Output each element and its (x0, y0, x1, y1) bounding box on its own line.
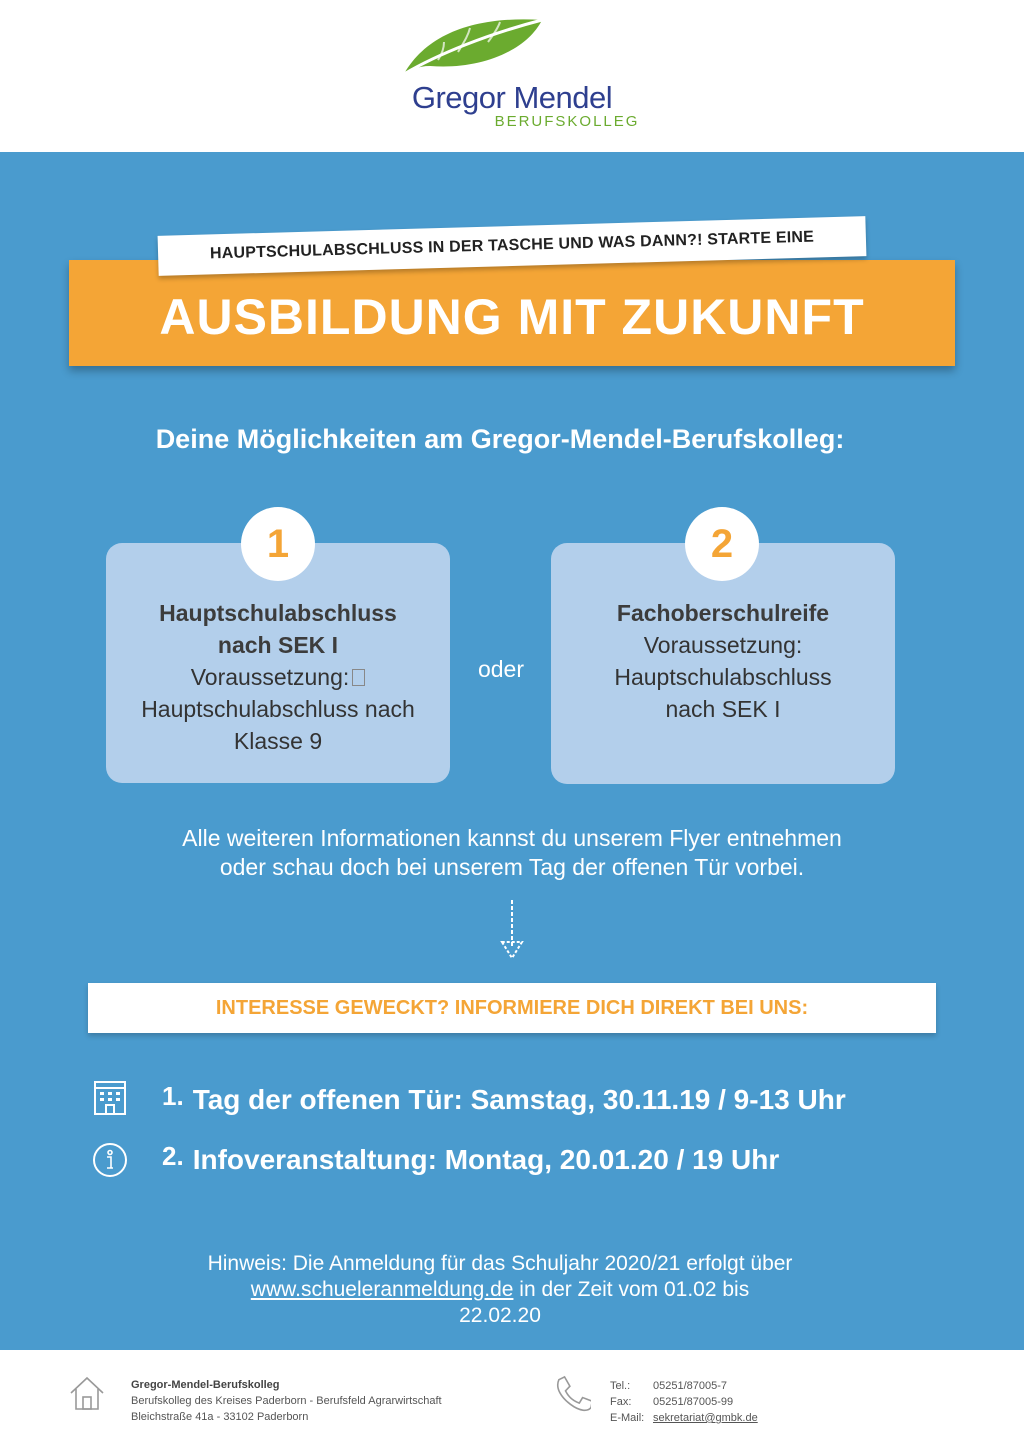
section-heading: Deine Möglichkeiten am Gregor-Mendel-Berufskolleg: (155, 424, 845, 454)
header (0, 0, 1024, 152)
option-2-title: Fachoberschulreife (616, 600, 830, 626)
separator-oder: oder (477, 656, 525, 682)
option-1-req-line2: Klasse 9 (233, 728, 323, 754)
info-icon (92, 1142, 128, 1178)
event-2-text: Infoveranstaltung: Montag, 20.01.20 / 19 Uhr (192, 1144, 780, 1175)
option-2-req-line1: Hauptschulabschluss (614, 664, 832, 690)
event-1-text: Tag der offenen Tür: Samstag, 30.11.19 / 9-13 Uhr (192, 1084, 846, 1115)
house-icon (68, 1374, 106, 1412)
mail-link[interactable]: sekretariat@gmbk.de (653, 1412, 758, 1424)
info-text (0, 824, 1024, 882)
building-icon (92, 1080, 128, 1116)
tagline-banner: HAUPTSCHULABSCHLUSS IN DER TASCHE UND WAS DANN?! STARTE EINE (158, 216, 867, 276)
footer-tel: Tel.: 05251/87005-7 (610, 1380, 728, 1392)
footer-street: Bleichstraße 41a - 33102 Paderborn (131, 1411, 309, 1423)
option-1-req-label: Voraussetzung: (106, 661, 450, 693)
leaf-logo-icon (398, 14, 548, 80)
footer-org-name: Gregor-Mendel-Berufskolleg (131, 1379, 280, 1391)
arrow-down-icon (498, 898, 526, 962)
registration-link[interactable]: www.schueleranmeldung.de (250, 1278, 514, 1301)
option-number-1: 1 (241, 507, 315, 581)
cta-banner: INTERESSE GEWECKT? INFORMIERE DICH DIREKT BEI UNS: (88, 983, 936, 1033)
logo-title: Gregor Mendel (411, 80, 613, 115)
logo-subtitle: BERUFSKOLLEG (494, 113, 640, 130)
footer-fax: Fax: 05251/87005-99 (610, 1396, 734, 1408)
headline-banner: AUSBILDUNG MIT ZUKUNFT (69, 260, 955, 366)
option-2-req-line2: nach SEK I (665, 696, 781, 722)
hint-line-3: 22.02.20 (459, 1304, 541, 1327)
footer-contact (610, 1378, 758, 1426)
hint-line-2: www.schueleranmeldung.de in der Zeit vom 01.02 bis (250, 1278, 750, 1301)
option-1-title-line1: Hauptschulabschluss (159, 600, 397, 626)
footer-mail: E-Mail: sekretariat@gmbk.de (610, 1412, 758, 1424)
event-2 (162, 1141, 780, 1176)
hint-line-1: Hinweis: Die Anmeldung für das Schuljahr 2020/21 erfolgt über (207, 1252, 793, 1275)
event-1-number: 1. (162, 1081, 184, 1111)
event-2-number: 2. (162, 1141, 184, 1171)
option-2-req-label: Voraussetzung: (643, 632, 803, 658)
registration-hint (0, 1251, 1000, 1329)
footer-org-desc: Berufskolleg des Kreises Paderborn - Berufsfeld Agrarwirtschaft (131, 1395, 442, 1407)
event-1 (162, 1081, 846, 1116)
phone-icon (553, 1374, 591, 1414)
option-number-2: 2 (685, 507, 759, 581)
checkbox-glyph-icon (352, 669, 365, 686)
option-1-title-line2: nach SEK I (217, 632, 339, 658)
info-line-2: oder schau doch bei unserem Tag der offenen Tür vorbei. (219, 854, 805, 880)
footer-address (131, 1377, 442, 1425)
info-line-1: Alle weiteren Informationen kannst du unserem Flyer entnehmen (182, 825, 842, 851)
option-1-req-line1: Hauptschulabschluss nach (141, 696, 415, 722)
